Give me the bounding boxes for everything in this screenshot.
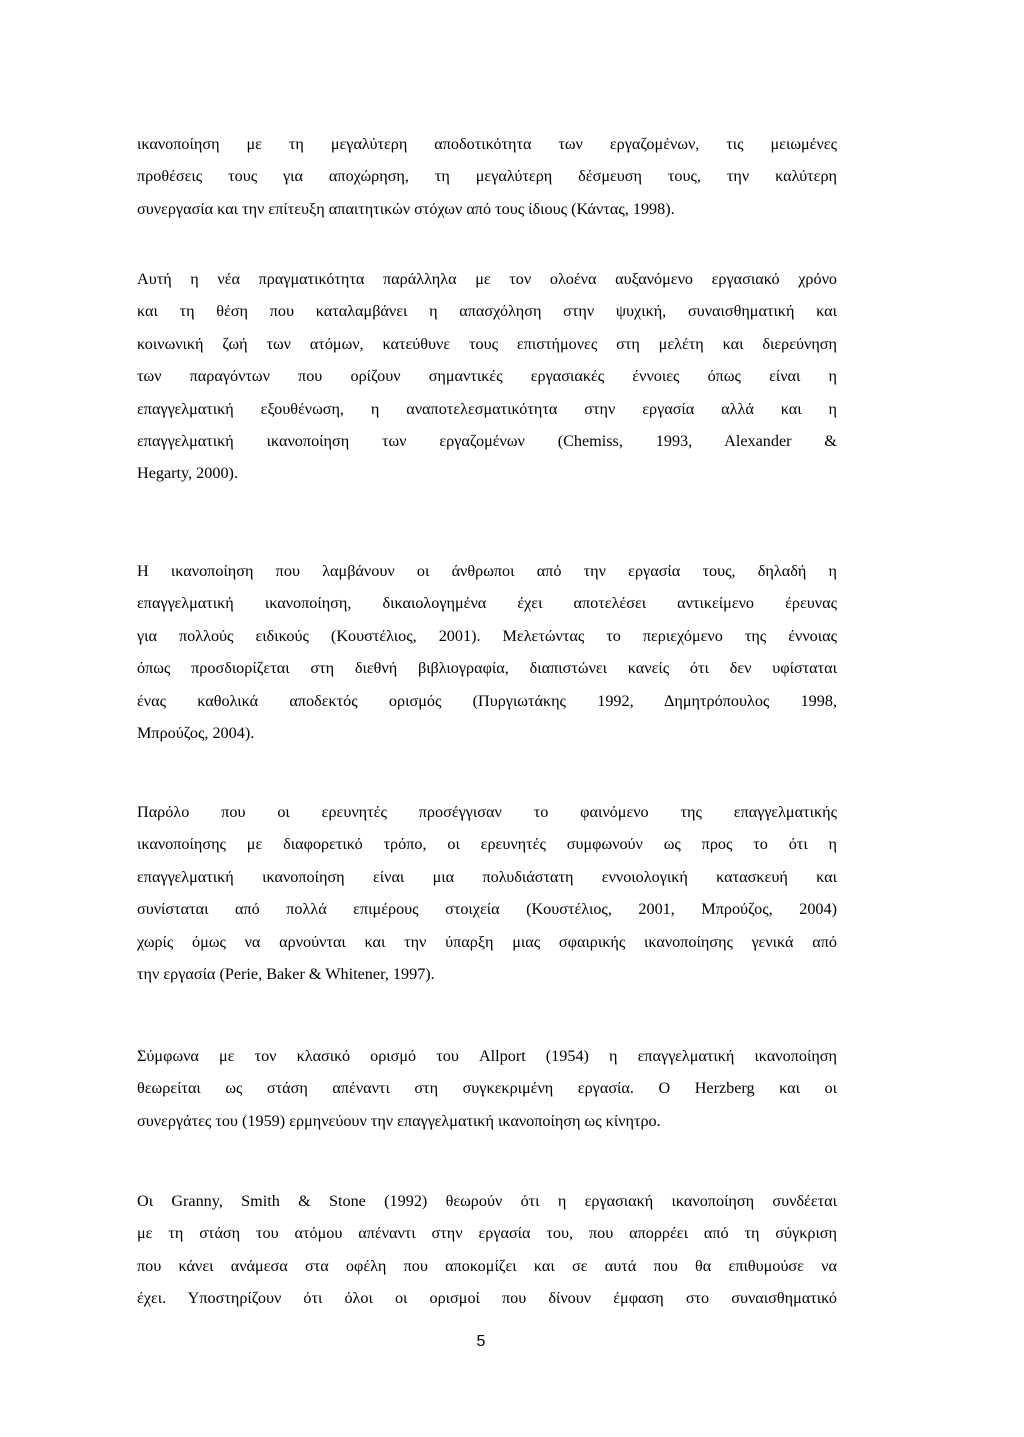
paragraph-3 (137, 555, 837, 749)
text-line: ένας καθολικά αποδεκτός ορισμός (Πυργιωτάκης 1992, Δημητρόπουλος 1998, (137, 691, 837, 710)
text-line: Μπρούζος, 2004). (137, 724, 255, 743)
text-line: Παρόλο που οι ερευνητές προσέγγισαν το φαινόμενο της επαγγελματικής (137, 803, 837, 821)
text-line: Hegarty, 2000). (137, 464, 238, 483)
text-line: επαγγελματική ικανοποίηση είναι μια πολυδιάστατη εννοιολογική κατασκευή και (137, 867, 837, 886)
text-line: και τη θέση που καταλαμβάνει η απασχόληση στην ψυχική, συναισθηματική και (137, 302, 837, 321)
text-line: με τη στάση του ατόμου απέναντι στην εργασία του, που απορρέει από τη σύγκριση (137, 1224, 837, 1243)
text-line: Αυτή η νέα πραγματικότητα παράλληλα με τον ολοένα αυξανόμενο εργασιακό χρόνο (137, 270, 837, 288)
text-line: ικανοποίησης με διαφορετικό τρόπο, οι ερευνητές συμφωνούν ως προς το ότι η (137, 835, 837, 854)
text-line: προθέσεις τους για αποχώρηση, τη μεγαλύτερη δέσμευση τους, την καλύτερη (137, 167, 837, 186)
paragraph-1 (137, 128, 837, 225)
text-line: επαγγελματική ικανοποίηση, δικαιολογημένα έχει αποτελέσει αντικείμενο έρευνας (137, 594, 837, 613)
text-line: την εργασία (Perie, Baker & Whitener, 1997). (137, 965, 435, 984)
text-line: των παραγόντων που ορίζουν σημαντικές εργασιακές έννοιες όπως είναι η (137, 367, 837, 386)
text-line: Σύμφωνα με τον κλασικό ορισμό του Allport (1954) η επαγγελματική ικανοποίηση (137, 1047, 837, 1065)
text-line: συνεργασία και την επίτευξη απαιτητικών στόχων από τους ίδιους (Κάντας, 1998). (137, 199, 675, 218)
text-line: επαγγελματική εξουθένωση, η αναποτελεσματικότητα στην εργασία αλλά και η (137, 399, 837, 418)
paragraph-6 (137, 1185, 837, 1315)
text-line: θεωρείται ως στάση απέναντι στη συγκεκριμένη εργασία. Ο Herzberg και οι (137, 1079, 837, 1098)
text-line: Οι Granny, Smith & Stone (1992) θεωρούν ότι η εργασιακή ικανοποίηση συνδέεται (137, 1192, 837, 1210)
text-line: επαγγελματική ικανοποίηση των εργαζομένων (Chemiss, 1993, Alexander & (137, 432, 837, 451)
text-line: κοινωνική ζωή των ατόμων, κατεύθυνε τους επιστήμονες στη μελέτη και διερεύνηση (137, 334, 837, 353)
text-line: χωρίς όμως να αρνούνται και την ύπαρξη μιας σφαιρικής ικανοποίησης γενικά από (137, 932, 837, 951)
text-line: που κάνει ανάμεσα στα οφέλη που αποκομίζει και σε αυτά που θα επιθυμούσε να (137, 1256, 837, 1275)
text-line: έχει. Υποστηρίζουν ότι όλοι οι ορισμοί που δίνουν έμφαση στο συναισθηματικό (137, 1289, 837, 1308)
text-line: συνεργάτες του (1959) ερμηνεύουν την επαγγελματική ικανοποίηση ως κίνητρο. (137, 1111, 661, 1130)
paragraph-5 (137, 1040, 837, 1137)
text-line: για πολλούς ειδικούς (Κουστέλιος, 2001). Μελετώντας το περιεχόμενο της έννοιας (137, 626, 837, 645)
text-line: Η ικανοποίηση που λαμβάνουν οι άνθρωποι από την εργασία τους, δηλαδή η (137, 562, 837, 580)
page-number: 5 (476, 1333, 486, 1350)
text-line: συνίσταται από πολλά επιμέρους στοιχεία (Κουστέλιος, 2001, Μπρούζος, 2004) (137, 900, 837, 919)
paragraph-4 (137, 796, 837, 990)
paragraph-2 (137, 263, 837, 490)
text-line: όπως προσδιορίζεται στη διεθνή βιβλιογραφία, διαπιστώνει κανείς ότι δεν υφίσταται (137, 659, 837, 678)
text-line: ικανοποίηση με τη μεγαλύτερη αποδοτικότητα των εργαζομένων, τις μειωμένες (137, 135, 837, 153)
